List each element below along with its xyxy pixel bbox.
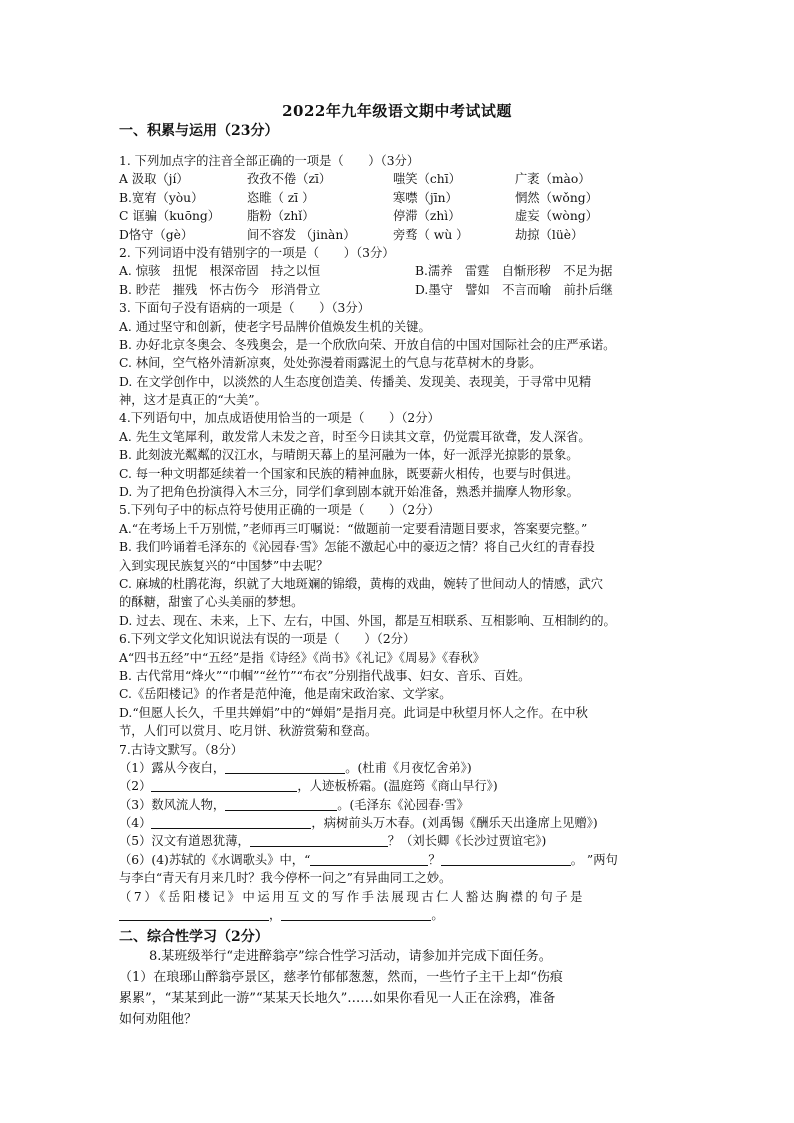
answer-blank[interactable] [225, 759, 345, 774]
question-8-part-1: （1）在琅琊山醉翁亭景区，慈孝竹郁郁葱葱，然而，一些竹子主干上却“伤痕 [119, 970, 563, 985]
question-1-row-c [119, 207, 689, 225]
section-heading-1: 一、积累与运用（23分） [119, 123, 279, 139]
question-8 [119, 946, 689, 1030]
recitation-line-1: （1）露从今夜白， 。(杜甫《月夜忆舍弟》) [119, 760, 472, 775]
option-c: C. 麻城的杜鹃花海，织就了大地斑斓的锦缎，黄梅的戏曲，婉转了世间动人的情感，武穴 [119, 576, 604, 591]
recitation-line-2: （2） ，人迹板桥霜。(温庭筠《商山早行》) [119, 779, 498, 794]
option-d: D. 在文学创作中，以淡然的人生态度创造美、传播美、发现美、表现美，于寻常中见精 [119, 374, 592, 389]
option-c: C. 每一种文明都延续着一个国家和民族的精神血脉，既要薪火相传，也要与时俱进。 [119, 466, 579, 481]
option-cell: 惘然（wǒng） [515, 190, 598, 205]
recitation-line-7: （7）《岳阳楼记》中运用互文的写作手法展现古仁人豁达胸襟的句子是 [119, 889, 586, 904]
answer-blank[interactable] [441, 851, 571, 866]
section-heading-2: 二、综合性学习（2分） [119, 929, 269, 945]
recitation-line-7-blanks: ， 。 [119, 906, 689, 924]
question-7-stem: 7.古诗文默写。（8分） [119, 742, 244, 757]
option-d: D.“但愿人长久，千里共婵娟”中的“婵娟”是指月亮。此词是中秋望月怀人之作。在中秋 [119, 705, 588, 720]
question-5-stem: 5.下列句子中的标点符号使用正确的一项是（ ）（2分） [119, 503, 440, 518]
option-cell: D恪守（gè） [119, 227, 194, 242]
option-cell: 间不容发 （jinàn） [247, 227, 356, 242]
option-cell: 劫掠（lüè） [515, 227, 584, 242]
option-a: A“四书五经”中“五经”是指《诗经》《尚书》《礼记》《周易》《春秋》 [119, 650, 486, 665]
option-cell: C 诓骗（kuōng） [119, 209, 221, 224]
answer-blank[interactable] [310, 851, 428, 866]
option-cell: 寒噤（jīn） [393, 190, 458, 205]
page-title: 2022年九年级语文期中考试试题 [282, 102, 512, 120]
recitation-line-4: （4） ，病树前头万木春。(刘禹锡《酬乐天出逢席上见赠》) [119, 816, 598, 831]
option-a: A. 惊骇 扭怩 根深帝固 持之以恒 [119, 264, 321, 279]
option-cell: 广袤（mào） [515, 172, 591, 187]
option-cell: 孜孜不倦（zī） [247, 172, 332, 187]
option-b-continued: 入到实现民族复兴的“中国梦”中去呢？ [119, 558, 329, 573]
answer-blank[interactable] [281, 906, 431, 921]
option-b: B.濡养 雷霆 自惭形秽 不足为据 [415, 264, 613, 279]
answer-blank[interactable] [151, 777, 297, 792]
question-2-row-1 [119, 262, 689, 280]
option-cell: 虚妄（wòng） [515, 209, 598, 224]
option-cell: 嗤笑（chī） [393, 172, 461, 187]
option-cell: B.宽宥（yòu） [119, 190, 204, 205]
question-1-stem: 1. 下列加点字的注音全部正确的一项是（ ）（3分） [119, 154, 420, 168]
option-d-continued: 节，人们可以赏月、吃月饼、秋游赏菊和登高。 [119, 724, 378, 739]
question-4-stem: 4.下列语句中，加点成语使用恰当的一项是（ ）（2分） [119, 411, 440, 426]
question-2-stem: 2. 下列词语中没有错别字的一项是（ ）（3分） [119, 245, 395, 260]
option-c: C. 林间，空气格外清新凉爽，处处弥漫着雨露泥土的气息与花草树木的身影。 [119, 356, 542, 371]
recitation-line-5: （5）汉文有道恩犹薄， ？（刘长卿《长沙过贾谊宅》) [119, 834, 547, 849]
answer-blank[interactable] [225, 796, 337, 811]
recitation-line-3: （3）数风流人物， 。(毛泽东《沁园春·雪》 [119, 797, 469, 812]
recitation-line-6: （6）(4)苏轼的《水调歌头》中，“ ？ 。 ”两句 [119, 852, 618, 867]
recitation-line-6-continued: 与李白“青天有月来几时？我今停杯一问之”有异曲同工之妙。 [119, 871, 452, 886]
question-1-row-b [119, 189, 689, 207]
question-8-part-1-continued: 累累”，“某某到此一游”“某某天长地久”……如果你看见一人正在涂鸦，准备 [119, 991, 556, 1006]
option-d: D.墨守 譬如 不言而喻 前扑后继 [415, 282, 613, 297]
option-c: B. 眇茫 摧残 怀古伤今 形消骨立 [119, 282, 321, 297]
option-cell: 脂粉（zhǐ） [247, 209, 315, 224]
option-cell: 恣睢（ zī ） [247, 190, 315, 205]
option-cell: A 汲取（jí） [119, 172, 189, 187]
option-c-continued: 的酥糖，甜蜜了心头美丽的梦想。 [119, 595, 304, 610]
answer-blank[interactable] [151, 814, 311, 829]
question-2-row-2 [119, 281, 689, 299]
option-d: D. 为了把角色扮演得入木三分，同学们拿到剧本就开始准备，熟悉并揣摩人物形象。 [119, 485, 579, 500]
option-c: C.《岳阳楼记》的作者是范仲淹，他是南宋政治家、文学家。 [119, 687, 452, 702]
option-b: B. 办好北京冬奥会、冬残奥会，是一个欣欣向荣、开放自信的中国对国际社会的庄严承诺。 [119, 337, 616, 352]
question-8-part-1-end: 如何劝阻他？ [119, 1012, 198, 1027]
section-1-content [119, 152, 689, 924]
answer-blank[interactable] [250, 832, 388, 847]
option-b: B. 我们吟诵着毛泽东的《沁园春·雪》怎能不激起心中的豪迈之情？将自己火红的青春投 [119, 540, 595, 555]
option-d-continued: 神，这才是真正的“大美”。 [119, 393, 267, 408]
question-8-stem: 8.某班级举行“走进醉翁亭”综合性学习活动，请参加并完成下面任务。 [149, 949, 552, 964]
option-cell: 停滞（zhì） [393, 209, 461, 224]
option-b: B. 此刻波光粼粼的汉江水，与晴朗天幕上的星河融为一体，好一派浮光掠影的景象。 [119, 448, 579, 463]
option-d: D. 过去、现在、未来，上下、左右，中国、外国，都是互相联系、互相影响、互相制约的。 [119, 613, 616, 628]
option-b: B. 古代常用“烽火”“巾帼”“丝竹”“布衣”分别指代战事、妇女、音乐、百姓。 [119, 668, 531, 683]
option-cell: 旁骛（ wù ） [393, 227, 469, 242]
question-1-row-a [119, 170, 689, 188]
answer-blank[interactable] [119, 906, 269, 921]
option-a: A. 通过坚守和创新，使老字号品牌价值焕发生机的关键。 [119, 319, 431, 334]
question-6-stem: 6.下列文学文化知识说法有误的一项是（ ）（2分） [119, 632, 416, 647]
question-3-stem: 3. 下面句子没有语病的一项是（ ）（3分） [119, 301, 370, 316]
option-a: A.“在考场上千万别慌，”老师再三叮嘱说：“做题前一定要看清题目要求，答案要完整。” [119, 521, 588, 536]
option-a: A. 先生文笔犀利，敢发常人未发之音，时至今日读其文章，仍觉震耳欲聋，发人深省。 [119, 429, 591, 444]
question-1-row-d [119, 226, 689, 244]
